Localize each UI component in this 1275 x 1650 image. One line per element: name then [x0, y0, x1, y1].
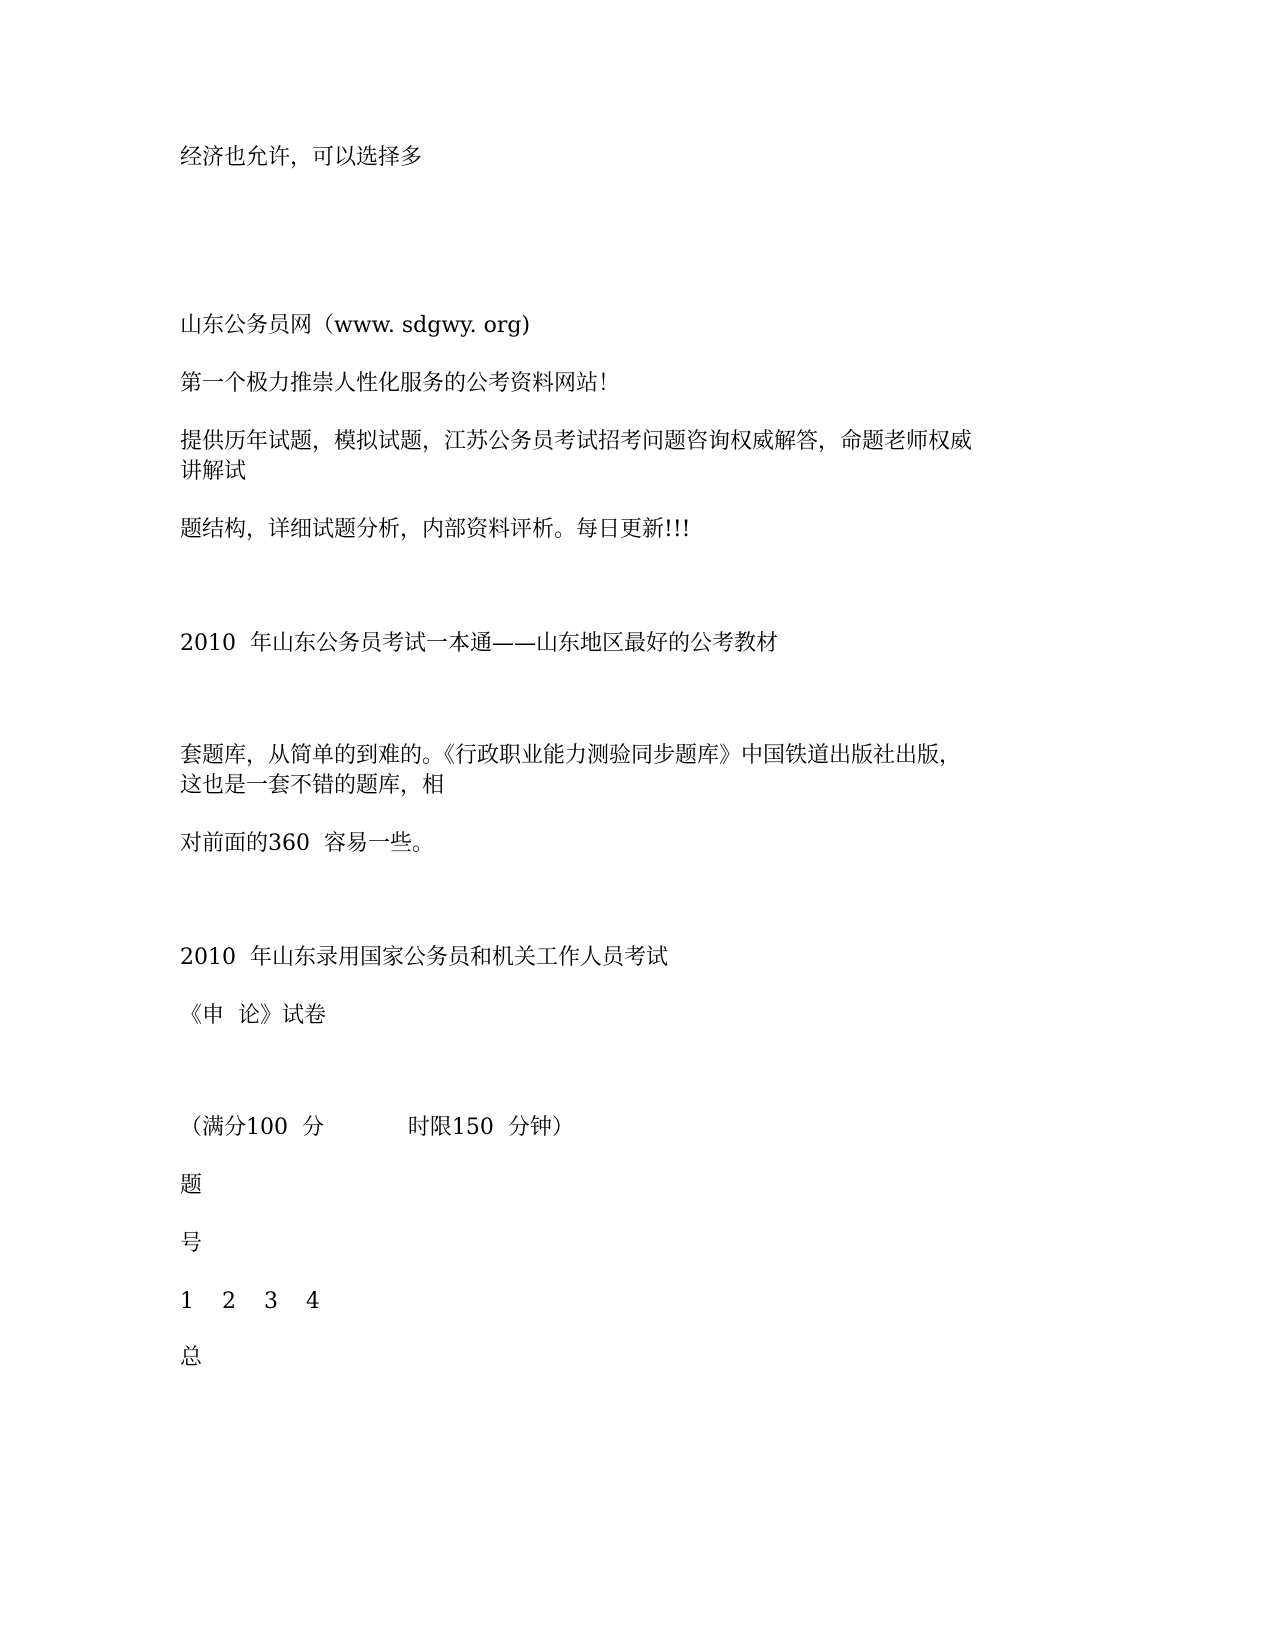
question-bank-line-3: 对前面的360 容易一些。: [180, 831, 434, 856]
website-description-line-1: 提供历年试题，模拟试题，江苏公务员考试招考问题咨询权威解答，命题老师权威: [180, 429, 973, 454]
text-line-intro: 经济也允许，可以选择多: [180, 145, 423, 170]
question-bank-line-1: 套题库，从简单的到难的。《行政职业能力测验同步题库》中国铁道出版社出版，: [180, 743, 962, 768]
exam-title-line: 2010 年山东录用国家公务员和机关工作人员考试: [180, 945, 668, 970]
question-bank-line-2: 这也是一套不错的题库，相: [180, 773, 445, 798]
website-description-line-3: 题结构，详细试题分析，内部资料评析。每日更新!!!: [180, 517, 691, 542]
question-numbers-line: 1 2 3 4: [180, 1289, 320, 1314]
score-time-line: （满分100 分 时限150 分钟）: [180, 1115, 574, 1140]
website-slogan-line: 第一个极力推崇人性化服务的公考资料网站！: [180, 371, 621, 396]
website-description-line-2: 讲解试: [180, 459, 247, 484]
table-header-ti: 题: [180, 1173, 203, 1198]
table-total-label: 总: [180, 1345, 203, 1370]
paper-title-line: 《申 论》试卷: [180, 1003, 326, 1028]
textbook-ad-line: 2010 年山东公务员考试一本通——山东地区最好的公考教材: [180, 631, 778, 656]
website-name-line: 山东公务员网（www. sdgwy. org): [180, 313, 531, 338]
table-header-hao: 号: [180, 1231, 203, 1256]
